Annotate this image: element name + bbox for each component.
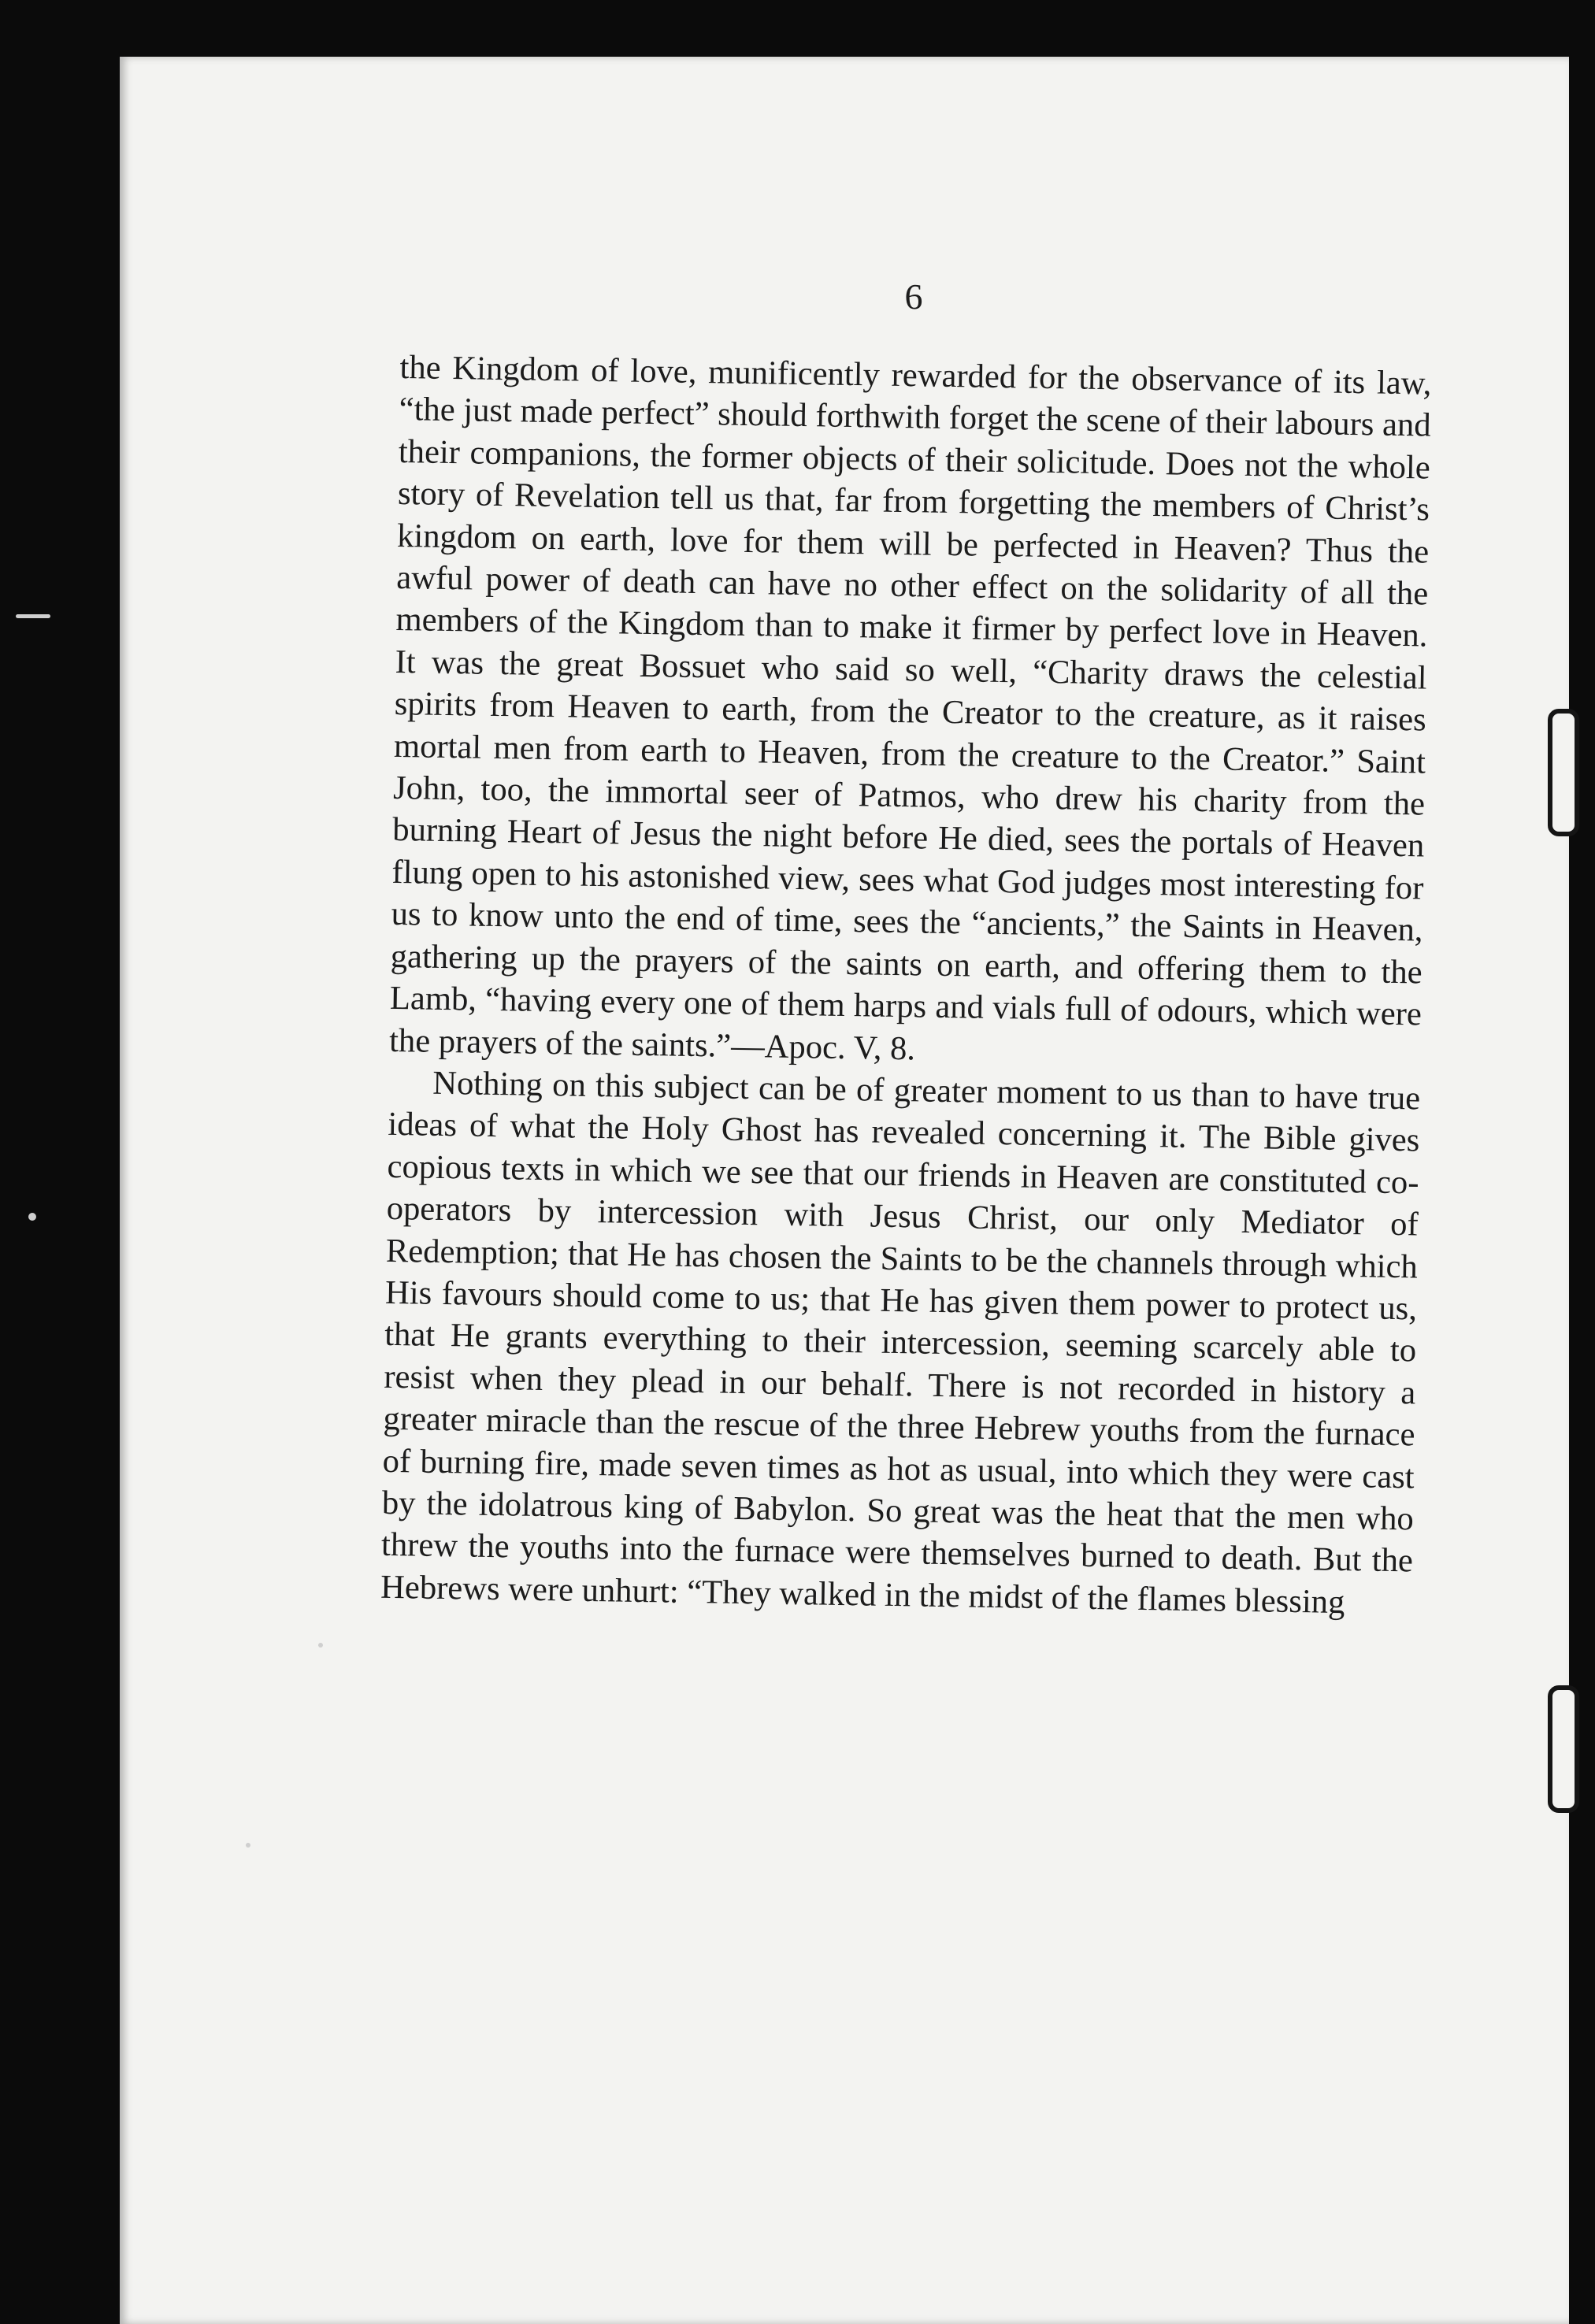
scan-speck (16, 614, 50, 618)
scan-speck (246, 1843, 250, 1848)
page-body (380, 347, 1432, 1625)
binding-clip-top (1548, 709, 1579, 836)
binding-clip-bottom (1548, 1685, 1579, 1813)
scan-speck (28, 1213, 36, 1221)
paragraph-2: Nothing on this subject can be of greater moment to us than to have true ideas of what the Holy Ghost has revealed concerning it. The Bible gives copious texts in which we see that our friends in Heaven are constituted co-operators by intercession with Jesus Christ, our only Mediator of Redemption; that He has chosen the Saints to be the channels through which His favours should come to us; that He has given them power to protect us, that He grants everything to their intercession, seeming scarcely able to resist when they plead in our behalf. There is not recorded in history a greater miracle than the rescue of the three Hebrew youths from the furnace of burning fire, made seven times as hot as usual, into which they were cast by the idolatrous king of Babylon. So great was the heat that the men who threw the youths into the furnace were themselves burned to death. But the Hebrews were unhurt: “They walked in the midst of the flames blessing (380, 1064, 1421, 1621)
paragraph-1: the Kingdom of love, munificently rewarded for the observance of its law, “the just made perfect” should forthwith forget the scene of their labours and their companions, the former objects of their solicitude. Does not the whole story of Revelation tell us that, far from forgetting the members of Christ’s kingdom on earth, love for them will be perfected in Heaven? Thus the awful power of death can have no other effect on the solidarity of all the members of the Kingdom than to make it firmer by perfect love in Heaven. It was the great Bossuet who said so well, “Charity draws the celestial spirits from Heaven to earth, from the Creator to the creature, as it raises mortal men from earth to Heaven, from the creature to the Creator.” Saint John, too, the immortal seer of Patmos, who drew his charity from the burning Heart of Jesus the night before He died, sees the portals of Heaven flung open to his astonished view, sees what God judges most interesting for us to know unto the end of time, sees the “ancients,” the Saints in Heaven, gathering up the prayers of the saints on earth, and offering them to the Lamb, “having every one of them harps and vials full of odours, which were the prayers of the saints.”—Apoc. V, 8. (388, 348, 1432, 1067)
scan-speck (318, 1643, 323, 1648)
page-number: 6 (904, 276, 923, 317)
